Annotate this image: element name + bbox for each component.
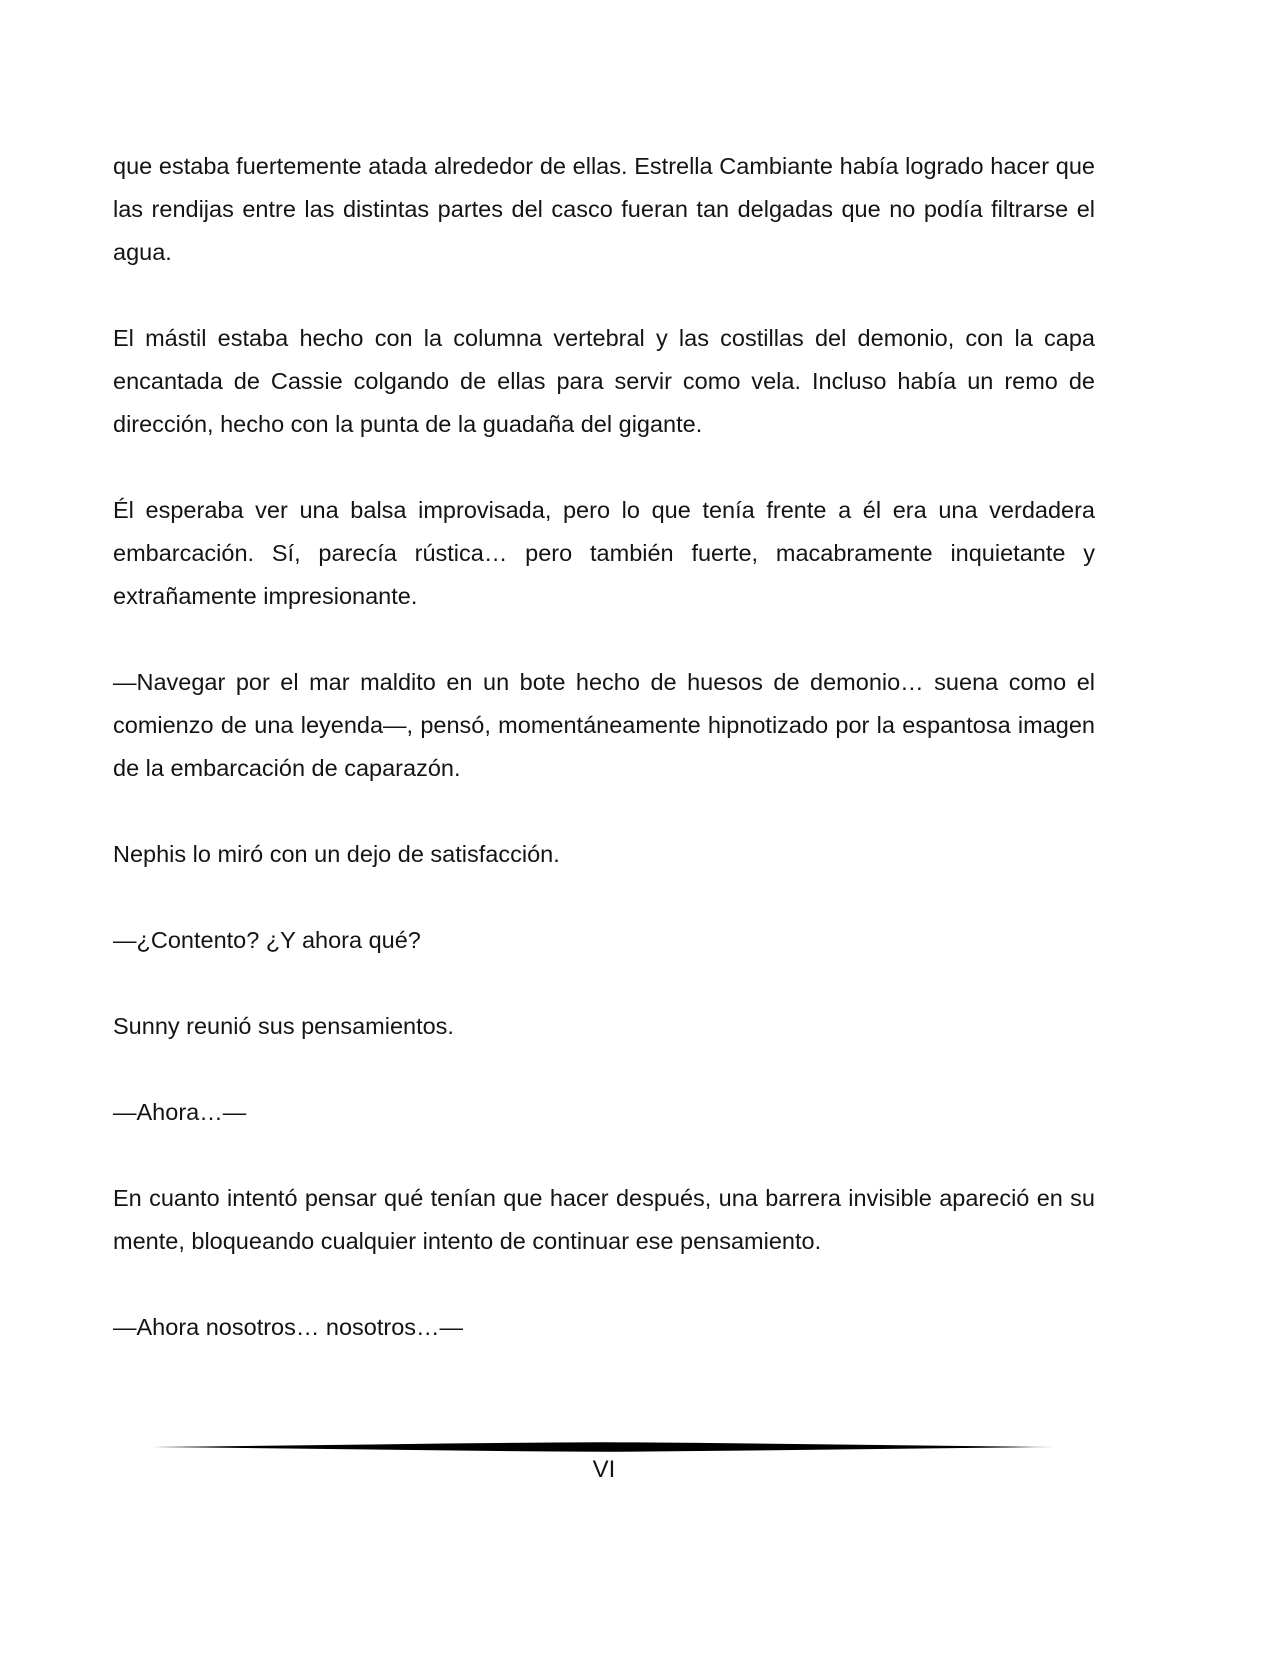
paragraph: El mástil estaba hecho con la columna vertebral y las costillas del demonio, con la capa encantada de Cassie colgando de ellas para servir como vela. Incluso había un remo de dirección, hecho con la punta de la guadaña del gigante. bbox=[113, 325, 1095, 437]
paragraph: —Ahora nosotros… nosotros…— bbox=[113, 1314, 464, 1340]
paragraph: En cuanto intentó pensar qué tenían que hacer después, una barrera invisible apareció en su mente, bloqueando cualquier intento de continuar ese pensamiento. bbox=[113, 1185, 1095, 1254]
paragraph: que estaba fuertemente atada alrededor de ellas. Estrella Cambiante había logrado hacer que las rendijas entre las distintas partes del casco fueran tan delgadas que no podía filtrarse el agua. bbox=[113, 153, 1095, 265]
paragraph: Él esperaba ver una balsa improvisada, pero lo que tenía frente a él era una verdadera embarcación. Sí, parecía rústica… pero también fuerte, macabramente inquietante y extrañamente impresionante. bbox=[113, 497, 1095, 609]
paragraph: —¿Contento? ¿Y ahora qué? bbox=[113, 927, 421, 953]
page-number: VI bbox=[592, 1456, 616, 1483]
paragraph: Nephis lo miró con un dejo de satisfacción. bbox=[113, 841, 560, 867]
footer-divider bbox=[152, 1440, 1054, 1454]
body-text bbox=[113, 145, 1095, 1392]
paragraph: Sunny reunió sus pensamientos. bbox=[113, 1013, 454, 1039]
paragraph: —Ahora…— bbox=[113, 1099, 247, 1125]
footer-divider-swash bbox=[152, 1442, 1054, 1452]
paragraph: —Navegar por el mar maldito en un bote hecho de huesos de demonio… suena como el comienzo de una leyenda—, pensó, momentáneamente hipnotizado por la espantosa imagen de la embarcación de caparazón. bbox=[113, 669, 1095, 781]
